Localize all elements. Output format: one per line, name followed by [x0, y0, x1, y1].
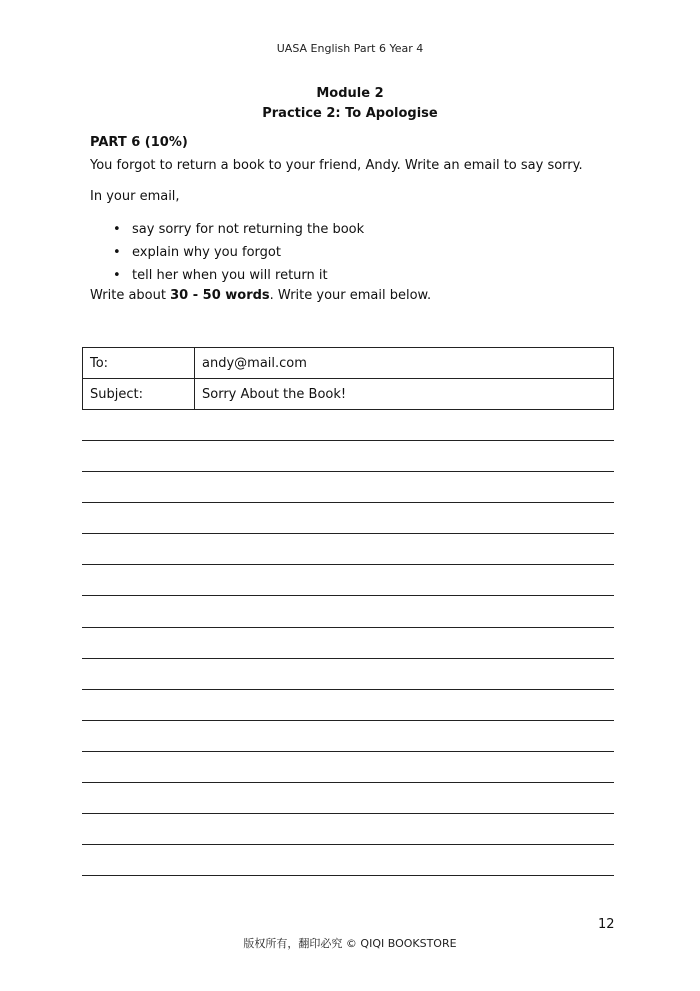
to-label: To:	[83, 348, 195, 379]
answer-line	[82, 658, 614, 659]
subject-value: Sorry About the Book!	[195, 379, 614, 410]
answer-line	[82, 595, 614, 596]
answer-line	[82, 533, 614, 534]
answer-line	[82, 502, 614, 503]
task-bullet: • explain why you forgot	[108, 241, 364, 264]
answer-line	[82, 471, 614, 472]
subject-label: Subject:	[83, 379, 195, 410]
task-bullet: • say sorry for not returning the book	[108, 218, 364, 241]
table-row	[83, 379, 614, 410]
email-header-table	[82, 347, 614, 410]
answer-line	[82, 689, 614, 690]
page-number: 12	[598, 917, 615, 932]
word-count-note: Write about 30 - 50 words. Write your email below.	[90, 288, 432, 303]
running-header: UASA English Part 6 Year 4	[276, 42, 424, 55]
answer-line	[82, 440, 614, 441]
answer-line	[82, 564, 614, 565]
answer-line	[82, 813, 614, 814]
answer-line	[82, 627, 614, 628]
word-count: 30 - 50 words	[170, 288, 270, 303]
task-instruction: You forgot to return a book to your friend, Andy. Write an email to say sorry.	[90, 158, 583, 173]
module-title: Module 2	[316, 86, 384, 101]
task-bullet: • tell her when you will return it	[108, 264, 364, 287]
to-value: andy@mail.com	[195, 348, 614, 379]
answer-line	[82, 875, 614, 876]
table-row	[83, 348, 614, 379]
answer-line	[82, 844, 614, 845]
practice-title: Practice 2: To Apologise	[262, 106, 438, 121]
part-label: PART 6 (10%)	[90, 135, 188, 150]
task-lead: In your email,	[90, 189, 180, 204]
answer-line	[82, 720, 614, 721]
answer-line	[82, 751, 614, 752]
answer-line	[82, 782, 614, 783]
copyright-footer: 版权所有，翻印必究 © QIQI BOOKSTORE	[243, 937, 457, 950]
answer-lines	[82, 440, 614, 906]
task-bullet-list	[108, 218, 364, 287]
